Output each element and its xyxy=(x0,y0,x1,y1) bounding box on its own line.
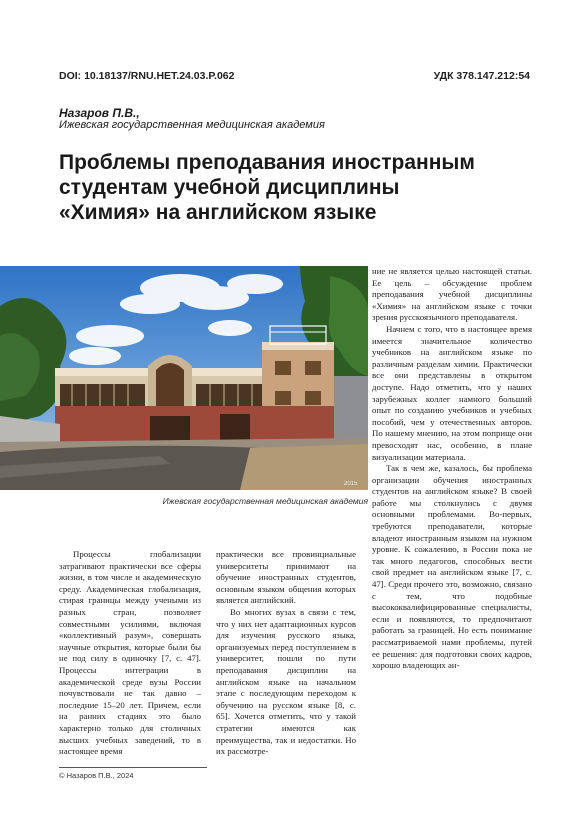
title-line: «Химия» на английском языке xyxy=(59,201,377,224)
photo-watermark: 2015 xyxy=(344,481,358,487)
paragraph: ние не является целью настоящей статьи. Ее цель – обсуждение проблем преподавания учебной дисциплины «Химия» на английском языке с точки зрения русскоязычного преподавателя. xyxy=(372,266,532,323)
copyright-notice: © Назаров П.В., 2024 xyxy=(59,771,134,780)
paragraph: Процессы глобализации затрагивают практически все сферы жизни, в том числе и академическую среду. Академическая глобализация, стирая границы между учеными из разных стран, позволяет совместными усилиями, включая «коллективный разум», совершать научные открытия, которые были бы не под силу в одиночку [7, с. 47]. Процессы интеграции в академической среде вузы России почувствовали не так давно – последние 15–20 лет. Причем, если на ранних стадиях это было характерно только для столичных высших учебных заведений, то в настоящее время xyxy=(59,549,201,757)
article-title xyxy=(59,150,529,225)
paragraph: Во многих вузах в связи с тем, что у них нет адаптационных курсов для изучения русского языка, организуемых перед поступлением в университет, пошли по пути преподавания дисциплин на английском языке на начальном этапе с последующим переходом к обучению на русском языке [8, с. 65]. Хочется отметить, что у такой стратегии имеются как преимущества, так и недостатки. Но их рассмотре- xyxy=(216,606,356,757)
text-column-3 xyxy=(372,266,532,672)
text-column-1 xyxy=(59,549,201,758)
text-column-2 xyxy=(216,549,356,758)
paragraph: Начнем с того, что в настоящее время имеется значительное количество учебников на английском языке по различным разделам химии. Практически все они представлены в открытом доступе. Надо отметить, что у наших зарубежных коллег намного больший опыт по созданию учебников и учебных пособий, чем у отечественных авторов. По нашему мнению, на этом поприще они превосходят нас, особенно, в плане визуализации материала. xyxy=(372,323,532,462)
footnote-divider xyxy=(59,767,207,768)
doi-identifier: DOI: 10.18137/RNU.HET.24.03.P.062 xyxy=(59,70,235,82)
paragraph: Так в чем же, казалось, бы проблема организации обучения иностранных студентов на английском языке? В своей работе мы столкнулись с двумя основными проблемами. Во-первых, требуются преподаватели, которые владеют иностранным языком на нужном уровне. К сожалению, в России пока не так много педагогов, способных вести свой предмет на английском языке [7, с. 47]. Среди прочего это, возможно, связано с тем, что подобные высококвалифицированные специалисты, если и появляются, то предпочитают работать за границей. Но есть понимание рассматриваемой нами проблемы, путей ее решения: для подготовки своих кадров, хорошо владеющих ан- xyxy=(372,463,532,671)
photo-caption: Ижевская государственная медицинская академия xyxy=(162,496,368,506)
udk-code: УДК 378.147.212:54 xyxy=(433,70,530,82)
academy-building-photo xyxy=(0,266,368,490)
author-name: Назаров П.В., xyxy=(59,106,140,120)
author-affiliation: Ижевская государственная медицинская академия xyxy=(59,119,325,131)
paragraph: практически все провинциальные университеты принимают на обучение иностранных студентов, основным языком общения которых является английский. xyxy=(216,549,356,606)
building-illustration xyxy=(0,266,368,490)
title-line: студентам учебной дисциплины xyxy=(59,176,400,199)
title-line: Проблемы преподавания иностранным xyxy=(59,151,475,174)
